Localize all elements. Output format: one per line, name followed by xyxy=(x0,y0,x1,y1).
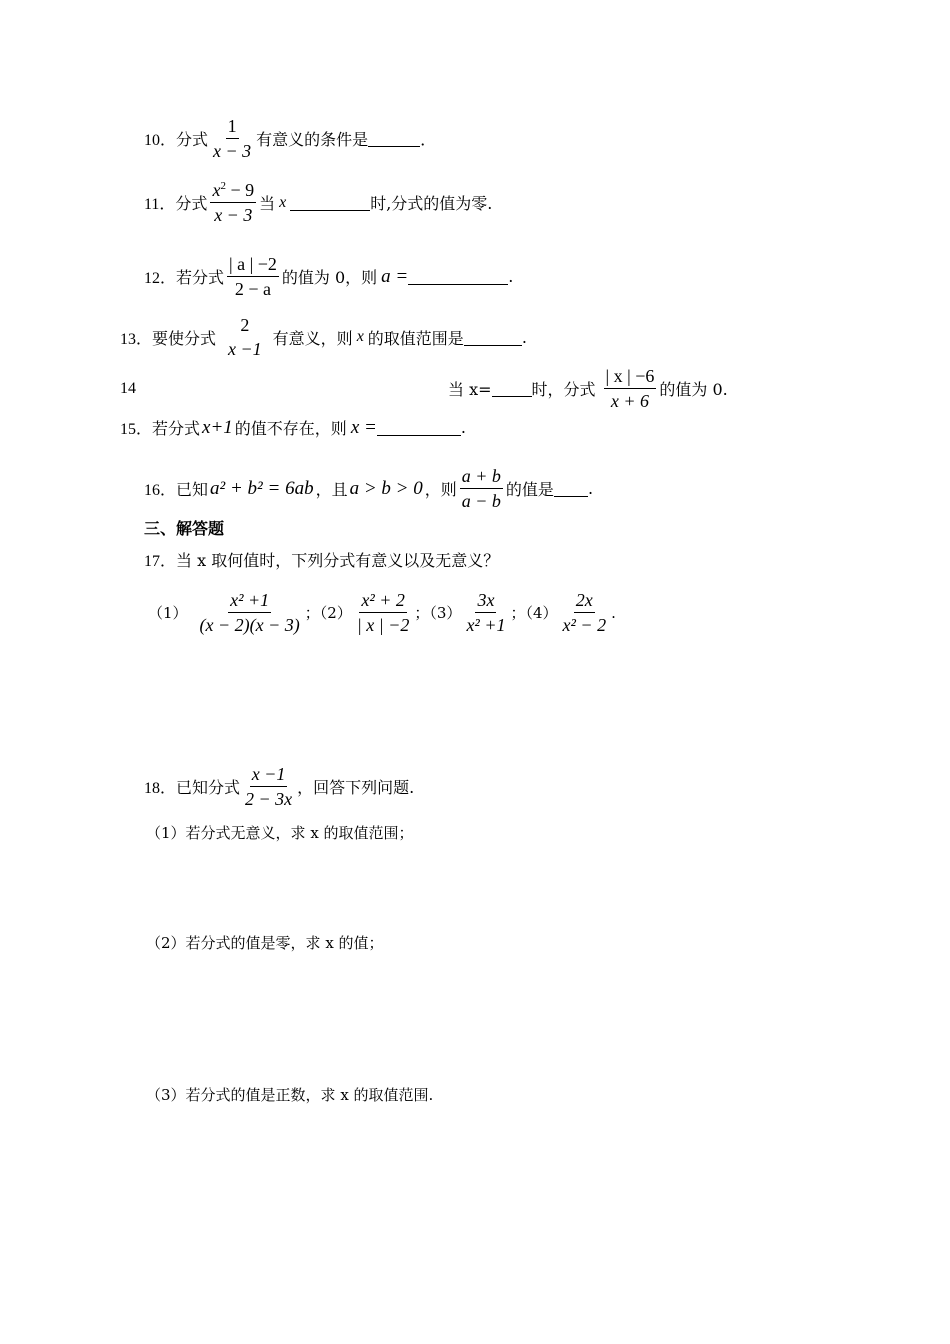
answer-blank[interactable] xyxy=(464,329,522,346)
answer-blank[interactable] xyxy=(554,480,588,497)
numerator: 3x xyxy=(475,590,496,613)
question-18 xyxy=(144,764,414,809)
question-13 xyxy=(120,315,527,359)
question-text: 的值为 0. xyxy=(659,380,728,399)
question-end: . xyxy=(508,267,514,286)
question-text: 时,分式的值为零. xyxy=(370,194,493,213)
question-number: 17． xyxy=(144,553,177,570)
question-text: ，则 xyxy=(424,480,457,499)
fraction xyxy=(460,466,503,511)
question-17 xyxy=(144,548,499,571)
denominator: x² +1 xyxy=(466,615,506,635)
denominator: x −1 xyxy=(228,339,262,359)
question-number: 13． xyxy=(120,330,153,348)
fraction-2 xyxy=(355,590,412,635)
denominator: 2 − a xyxy=(234,279,272,299)
numerator: x² + 2 xyxy=(359,590,407,613)
fraction xyxy=(211,116,253,161)
question-end: . xyxy=(587,479,594,498)
question-15 xyxy=(120,416,466,439)
question-text: 的取值范围是 xyxy=(367,328,464,348)
question-number: 14 xyxy=(120,379,136,397)
question-text: 有意义，则 xyxy=(272,328,353,348)
question-17-parts xyxy=(148,590,616,635)
part-label: ；（4） xyxy=(510,604,558,622)
denominator: | x | −2 xyxy=(356,615,410,635)
question-text: 当 x= xyxy=(448,380,492,399)
numerator: $x^2 - 9$ xyxy=(210,180,256,203)
question-end: . xyxy=(521,327,527,347)
question-text: 若分式 xyxy=(152,419,201,438)
question-number: 12． xyxy=(144,270,177,287)
fraction xyxy=(243,764,294,809)
inequality: a > b > 0 xyxy=(349,477,423,499)
question-text: 的值不存在，则 xyxy=(234,419,347,438)
denominator: 2 − 3x xyxy=(245,789,293,809)
numerator: | x | −6 xyxy=(604,366,657,389)
fraction xyxy=(210,180,256,225)
numerator: | a | −2 xyxy=(227,254,279,277)
part-label: ；（3） xyxy=(414,604,462,622)
question-text: 要使分式 xyxy=(152,328,217,348)
question-text: 当 xyxy=(259,194,276,213)
question-text: 的值为 0，则 xyxy=(281,268,378,287)
numerator: x −1 xyxy=(250,764,288,787)
denominator: (x − 2)(x − 3) xyxy=(199,615,300,635)
denominator: x − 3 xyxy=(213,141,252,161)
question-number: 10． xyxy=(144,132,177,149)
question-11 xyxy=(144,180,492,225)
equation-lhs: a = xyxy=(381,265,409,287)
question-18-part-2: （2）若分式的值是零，求 x 的值； xyxy=(146,934,384,952)
question-text: 分式 xyxy=(176,130,209,149)
question-text: 分式 xyxy=(175,194,208,213)
answer-blank[interactable] xyxy=(408,268,508,285)
question-18-part-1: （1）若分式无意义，求 x 的取值范围； xyxy=(146,824,414,842)
question-text: 若分式 xyxy=(176,268,225,287)
denominator: x + 6 xyxy=(610,391,650,411)
section-title: 三、解答题 xyxy=(144,519,225,538)
numerator: 2 xyxy=(240,315,250,335)
question-10 xyxy=(144,116,436,161)
question-end: ． xyxy=(420,130,437,149)
numerator: x² +1 xyxy=(228,590,271,613)
question-number: 11． xyxy=(144,196,176,213)
part-label: ；（2） xyxy=(304,604,352,622)
question-text: 当 x 取何值时，下列分式有意义以及无意义？ xyxy=(176,551,500,570)
denominator: x − 3 xyxy=(214,205,253,225)
question-12 xyxy=(144,254,513,299)
numerator: 1 xyxy=(226,116,239,139)
denominator: x² − 2 xyxy=(562,615,607,635)
question-number: 18． xyxy=(144,780,177,797)
fraction xyxy=(604,366,657,411)
fraction-3 xyxy=(464,590,507,635)
question-text: 时，分式 xyxy=(531,380,596,399)
answer-blank[interactable] xyxy=(492,380,532,397)
question-18-part-3: （3）若分式的值是正数，求 x 的取值范围. xyxy=(146,1086,434,1104)
question-end: . xyxy=(460,418,466,437)
question-end: . xyxy=(611,603,616,622)
denominator: a − b xyxy=(461,491,501,511)
equation: a² + b² = 6ab xyxy=(210,477,314,499)
answer-blank[interactable] xyxy=(368,130,420,147)
question-text: 有意义的条件是 xyxy=(256,130,369,149)
question-text: 已知分式 xyxy=(176,778,241,797)
fraction-1 xyxy=(198,590,302,635)
question-14 xyxy=(120,366,740,411)
question-text: ，回答下列问题. xyxy=(297,778,415,797)
question-16 xyxy=(144,466,593,511)
answer-blank[interactable] xyxy=(290,194,370,211)
question-number: 15． xyxy=(120,421,153,438)
question-text: ，且 xyxy=(315,480,348,499)
fraction xyxy=(226,315,264,359)
variable: x xyxy=(279,193,287,211)
part-label: （1） xyxy=(148,604,188,622)
numerator: a + b xyxy=(460,466,503,489)
numerator: 2x xyxy=(574,590,595,613)
question-text: 的值是 xyxy=(505,480,554,499)
question-number: 16． xyxy=(144,482,177,499)
answer-blank[interactable] xyxy=(377,419,461,436)
variable: x xyxy=(356,328,364,345)
expression: x+1 xyxy=(202,416,233,438)
question-text: 已知 xyxy=(176,480,209,499)
fraction xyxy=(227,254,279,299)
fraction-4 xyxy=(561,590,609,635)
equation-lhs: x = xyxy=(350,416,377,438)
